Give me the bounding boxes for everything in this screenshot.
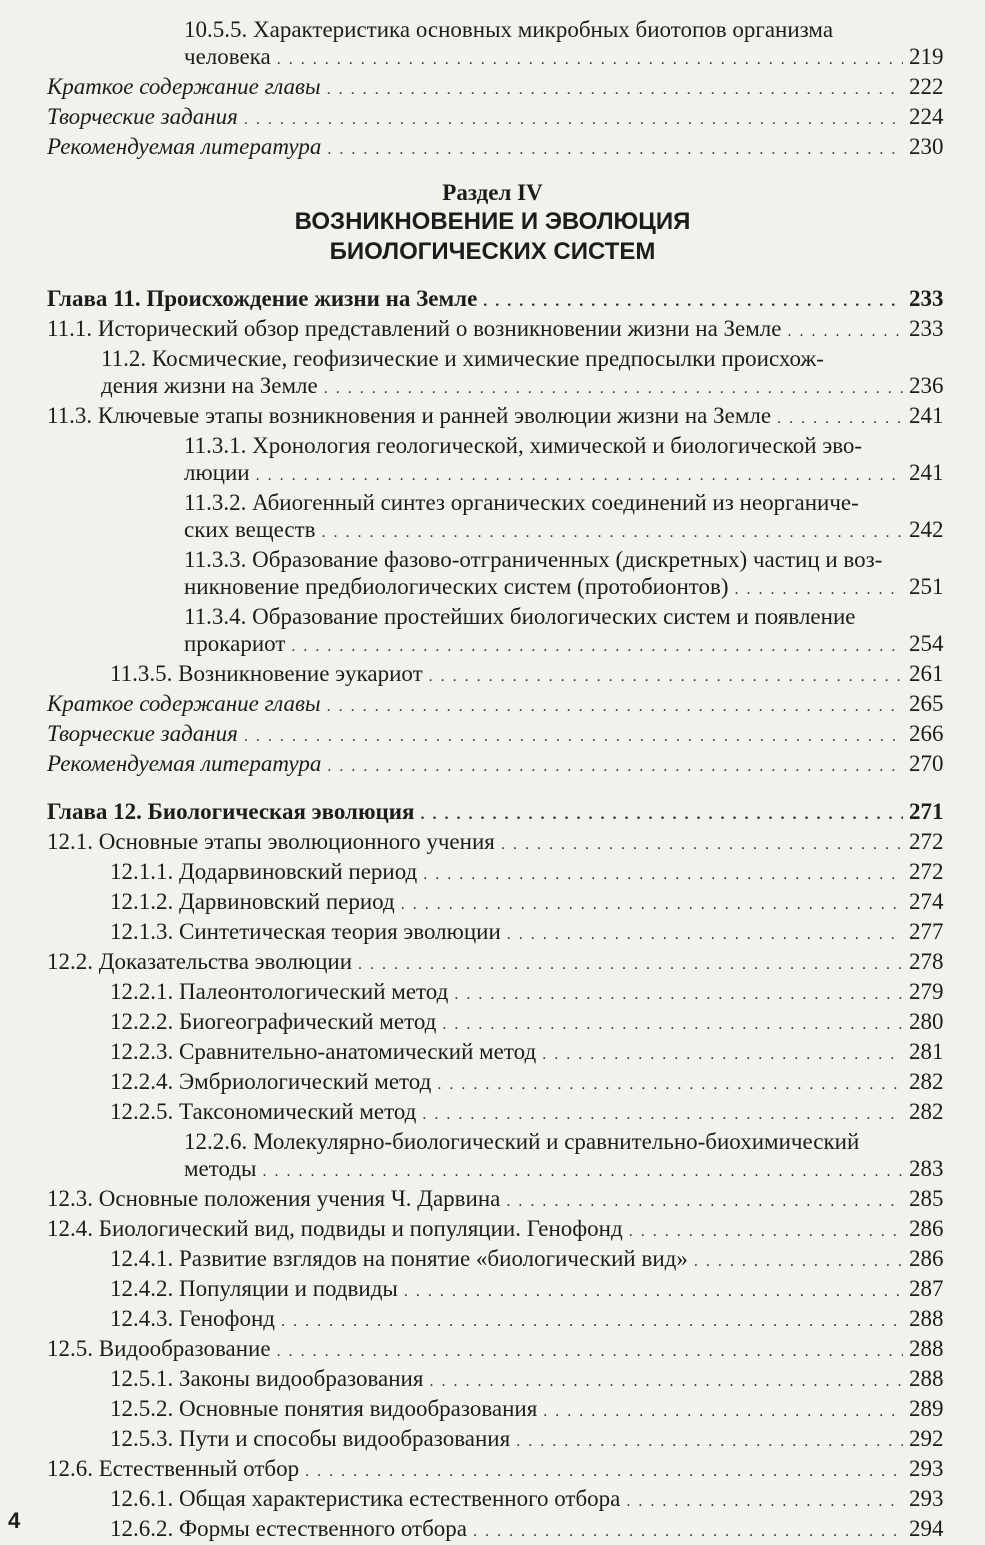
toc-entry[interactable] [0,978,985,1008]
toc-page-number: 241 [909,460,944,485]
toc-entry[interactable] [0,43,985,73]
toc-page-number: 283 [909,1156,944,1181]
toc-entry[interactable] [0,660,985,690]
dot-leader [429,663,903,690]
toc-entry-title: Краткое содержание главы [47,691,321,716]
toc-entry-title: Краткое содержание главы [47,74,321,99]
toc-entry[interactable] [0,1215,985,1245]
dot-leader [256,462,903,489]
dot-leader [542,1041,903,1068]
toc-page-number: 272 [909,829,944,854]
toc-entry[interactable] [0,858,985,888]
dot-leader [322,519,904,546]
dot-leader [788,318,904,345]
section-label: Раздел IV [442,180,543,205]
toc-entry[interactable] [0,1335,985,1365]
toc-entry[interactable] [0,1275,985,1305]
toc-page-number: 286 [909,1246,944,1271]
toc-entry[interactable] [0,73,985,103]
toc-page-number: 265 [909,691,944,716]
dot-leader [244,723,903,750]
toc-page-number: 261 [909,661,944,686]
toc-entry[interactable] [0,1515,985,1545]
toc-page-number: 282 [909,1069,944,1094]
dot-leader [327,753,903,780]
toc-entry-title: 12.1. Основные этапы эволюционного учения [47,829,495,854]
toc-page-number: 251 [909,574,944,599]
toc-page-number: 242 [909,517,944,542]
toc-entry-title: 12.6. Естественный отбор [47,1456,300,1481]
dot-leader [483,288,903,315]
toc-page-number: 280 [909,1009,944,1034]
toc-entry-title: Рекомендуемая литература [47,134,322,159]
toc-chapter-12 [0,798,985,1545]
toc-page-number: 222 [909,74,944,99]
toc-page-number: 289 [909,1396,944,1421]
toc-entry[interactable] [0,948,985,978]
toc-entry-title: 11.1. Исторический обзор представлений о возникновении жизни на Земле [47,316,782,341]
dot-leader [305,1458,903,1485]
dot-leader [423,861,903,888]
toc-page-number: 272 [909,859,944,884]
toc-entry-title: 12.5.2. Основные понятия видообразования [110,1396,538,1421]
toc-entry-title: 12.2.3. Сравнительно-анатомический метод [110,1039,537,1064]
toc-entry-title: 12.4.3. Генофонд [110,1306,275,1331]
toc-entry-title: 11.3.4. Образование простейших биологических систем и появление [184,604,856,629]
toc-entry-title: 12.2.1. Палеонтологический метод [110,979,449,1004]
dot-leader [501,831,903,858]
toc-entry-title: 12.1.2. Дарвиновский период [110,889,395,914]
toc-page-number: 285 [909,1186,944,1211]
toc-entry-title: 12.3. Основные положения учения Ч. Дарвина [47,1186,501,1211]
toc-entry-continuation: человека [184,44,271,69]
dot-leader [516,1428,903,1455]
toc-entry[interactable] [0,798,985,828]
dot-leader [404,1278,903,1305]
dot-leader [327,693,903,720]
toc-page-number: 274 [909,889,944,914]
toc-page-number: 294 [909,1516,944,1541]
toc-entry-title: 12.1.3. Синтетическая теория эволюции [110,919,501,944]
dot-leader [327,76,903,103]
toc-entry[interactable] [0,1185,985,1215]
toc-page-number: 233 [909,316,944,341]
toc-entry[interactable] [0,1425,985,1455]
dot-leader [277,1338,903,1365]
toc-entry[interactable] [0,630,985,660]
toc-page-number: 219 [909,44,944,69]
toc-page-number: 293 [909,1456,944,1481]
toc-entry[interactable] [0,1455,985,1485]
dot-leader [543,1398,903,1425]
toc-entry-title: 11.3.1. Хронология геологической, химической и биологической эво- [184,433,863,458]
toc-entry[interactable] [0,1098,985,1128]
toc-entry-continuation: никновение предбиологических систем (протобионтов) [184,574,729,599]
toc-entry[interactable] [0,133,985,163]
toc-entry-title: 11.3.3. Образование фазово-отграниченных (дискретных) частиц и воз- [184,547,883,572]
table-of-contents [0,16,985,1545]
dot-leader [429,1368,903,1395]
toc-entry[interactable] [0,1038,985,1068]
toc-entry-title: Творческие задания [47,721,238,746]
toc-entry-title: Рекомендуемая литература [47,751,322,776]
dot-leader [327,136,903,163]
toc-entry[interactable] [0,1485,985,1515]
dot-leader [291,633,903,660]
toc-entry-title: 12.2.4. Эмбриологический метод [110,1069,432,1094]
toc-page-number: 241 [909,403,944,428]
dot-leader [735,576,903,603]
toc-entry[interactable] [0,888,985,918]
toc-entry[interactable] [0,1008,985,1038]
dot-leader [777,405,903,432]
toc-page-number: 270 [909,751,944,776]
toc-page-number: 230 [909,134,944,159]
toc-entry-title: 12.2.2. Биогеографический метод [110,1009,437,1034]
dot-leader [454,981,903,1008]
toc-page-number: 286 [909,1216,944,1241]
toc-entry[interactable] [0,1068,985,1098]
toc-entry-title: 12.1.1. Додарвиновский период [110,859,418,884]
dot-leader [420,801,903,828]
toc-page-number: 278 [909,949,944,974]
dot-leader [422,1101,903,1128]
toc-entry[interactable] [0,285,985,315]
toc-entry-title: 12.6.1. Общая характеристика естественного отбора [110,1486,621,1511]
dot-leader [324,375,903,402]
toc-entry-title: Творческие задания [47,104,238,129]
dot-leader [506,1188,903,1215]
toc-page-number: 233 [909,286,944,311]
toc-entry[interactable] [0,1305,985,1335]
dot-leader [437,1071,903,1098]
toc-entry[interactable] [0,573,985,603]
toc-entry-title: 11.3. Ключевые этапы возникновения и ранней эволюции жизни на Земле [47,403,772,428]
toc-entry-title: 12.2. Доказательства эволюции [47,949,353,974]
toc-entry-continuation: ских веществ [184,517,316,542]
dot-leader [244,106,903,133]
toc-page-number: 293 [909,1486,944,1511]
dot-leader [281,1308,903,1335]
toc-entry-continuation: прокариот [184,631,286,656]
toc-entry[interactable] [0,402,985,432]
page-number: 4 [8,1508,21,1533]
toc-entry[interactable] [0,1245,985,1275]
toc-entry-title: 12.2.5. Таксономический метод [110,1099,417,1124]
dot-leader [626,1488,903,1515]
toc-entry-title: 12.5.1. Законы видообразования [110,1366,424,1391]
toc-entry-title: 11.3.2. Абиогенный синтез органических соединений из неорганиче- [184,490,859,515]
toc-page-number: 236 [909,373,944,398]
toc-entry-continuation: методы [184,1156,257,1181]
toc-entry[interactable] [0,459,985,489]
toc-entry[interactable] [0,315,985,345]
toc-page-number: 281 [909,1039,944,1064]
toc-entry[interactable] [0,918,985,948]
toc-page-number: 288 [909,1366,944,1391]
dot-leader [263,1158,903,1185]
toc-entry[interactable] [0,750,985,780]
dot-leader [358,951,903,978]
toc-page-number: 287 [909,1276,944,1301]
dot-leader [694,1248,903,1275]
toc-page-number: 224 [909,104,944,129]
section-title-line1: ВОЗНИКНОВЕНИЕ И ЭВОЛЮЦИЯ [294,208,691,235]
toc-page-number: 288 [909,1336,944,1361]
dot-leader [473,1518,903,1545]
section-title-line2: БИОЛОГИЧЕСКИХ СИСТЕМ [329,238,656,265]
toc-entry-title: 12.4.2. Популяции и подвиды [110,1276,398,1301]
toc-top-block [0,16,985,163]
toc-entry[interactable] [0,1365,985,1395]
toc-entry[interactable] [0,1155,985,1185]
toc-entry[interactable] [0,103,985,133]
toc-entry-title: Глава 11. Происхождение жизни на Земле [47,286,478,311]
toc-entry-title: 12.2.6. Молекулярно-биологический и сравнительно-биохимический [184,1129,860,1154]
toc-chapter-11 [0,285,985,780]
toc-entry-title: 12.5.3. Пути и способы видообразования [110,1426,511,1451]
toc-entry[interactable] [0,720,985,750]
toc-entry[interactable] [0,1395,985,1425]
toc-entry-continuation: дения жизни на Земле [101,373,318,398]
toc-entry[interactable] [0,372,985,402]
toc-entry-title: 12.6.2. Формы естественного отбора [110,1516,467,1541]
toc-page-number: 271 [909,799,944,824]
dot-leader [629,1218,903,1245]
toc-entry[interactable] [0,690,985,720]
section-heading [0,179,985,267]
toc-page-number: 254 [909,631,944,656]
toc-entry-title: 12.5. Видообразование [47,1336,271,1361]
toc-entry-title: 12.4.1. Развитие взглядов на понятие «биологический вид» [110,1246,688,1271]
toc-entry[interactable] [0,516,985,546]
dot-leader [401,891,903,918]
toc-page-number: 277 [909,919,944,944]
toc-entry[interactable] [0,828,985,858]
dot-leader [277,46,903,73]
toc-page-number: 292 [909,1426,944,1451]
toc-entry-title: 12.4. Биологический вид, подвиды и популяции. Генофонд [47,1216,623,1241]
toc-entry-title: 10.5.5. Характеристика основных микробных биотопов организма [184,17,834,42]
toc-entry-title: 11.3.5. Возникновение эукариот [110,661,423,686]
toc-page-number: 288 [909,1306,944,1331]
toc-page-number: 279 [909,979,944,1004]
toc-entry-title: Глава 12. Биологическая эволюция [47,799,415,824]
dot-leader [507,921,903,948]
toc-entry-title: 11.2. Космические, геофизические и химические предпосылки происхож- [101,346,824,371]
toc-entry-continuation: люции [184,460,250,485]
dot-leader [442,1011,903,1038]
toc-page-number: 282 [909,1099,944,1124]
toc-page-number: 266 [909,721,944,746]
